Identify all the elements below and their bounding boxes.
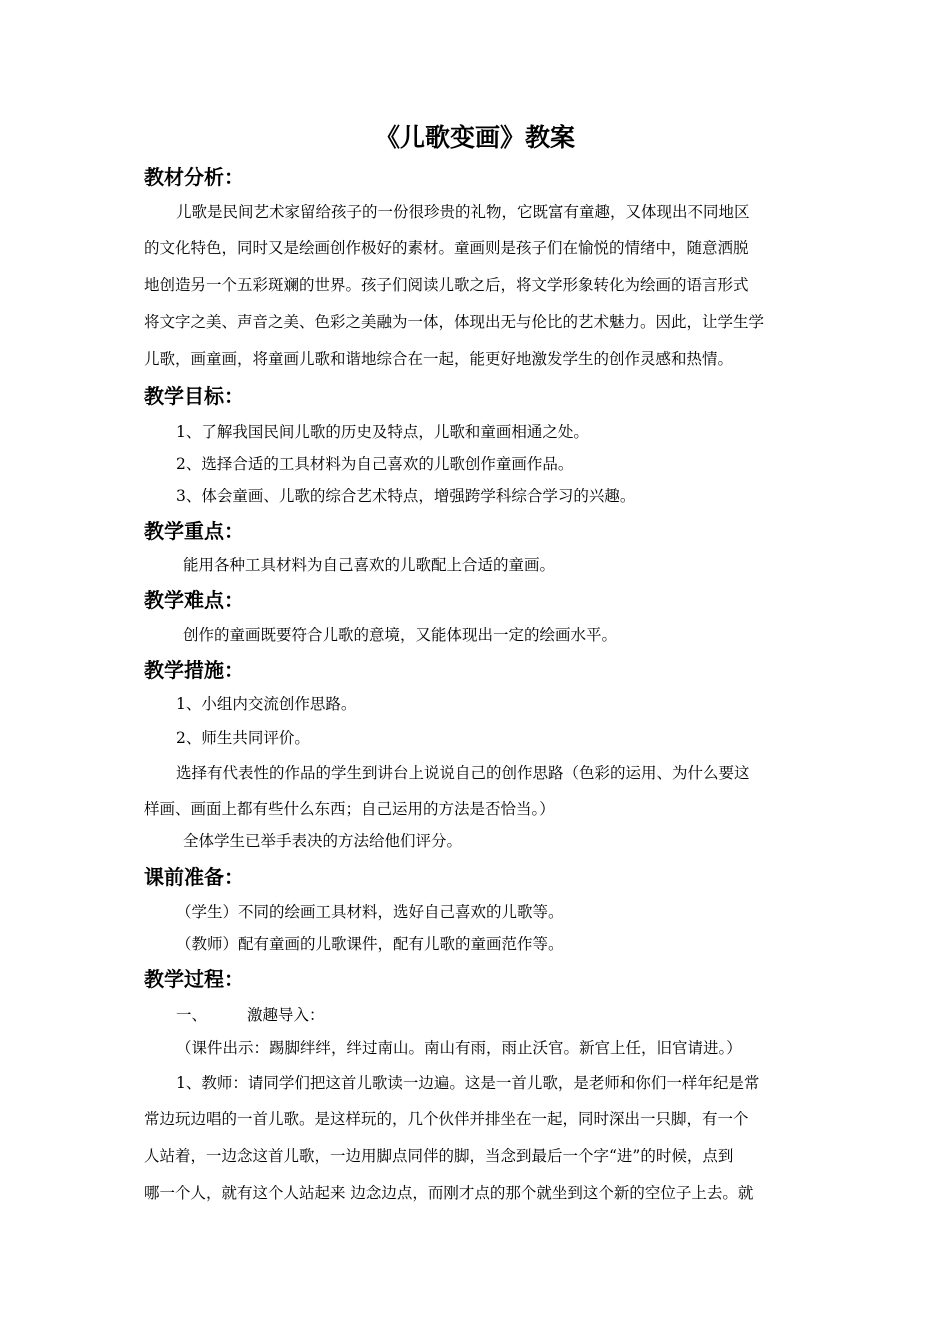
section-heading-material-analysis: 教材分析：	[144, 165, 244, 189]
paragraph-line: 选择有代表性的作品的学生到讲台上说说自己的创作思路（色彩的运用、为什么要这	[176, 764, 750, 782]
paragraph-line: （课件出示：踢脚绊绊，绊过南山。南山有雨，雨止沃官。新官上任，旧官请进。）	[176, 1039, 742, 1057]
step-number: 一、	[176, 1006, 208, 1024]
list-item: 1、了解我国民间儿歌的历史及特点，儿歌和童画相通之处。	[176, 423, 589, 441]
section-heading-preparation: 课前准备：	[144, 865, 244, 889]
paragraph-line: 地创造另一个五彩斑斓的世界。孩子们阅读儿歌之后，将文学形象转化为绘画的语言形式	[144, 276, 749, 294]
section-heading-measures: 教学措施：	[144, 658, 244, 682]
paragraph-line: 儿歌是民间艺术家留给孩子的一份很珍贵的礼物，它既富有童趣，又体现出不同地区	[176, 203, 750, 221]
paragraph-line: 哪一个人，就有这个人站起来 边念边点，而刚才点的那个就坐到这个新的空位子上去。就	[144, 1184, 754, 1202]
section-heading-difficulties: 教学难点：	[144, 588, 244, 612]
list-item: （学生）不同的绘画工具材料，选好自己喜欢的儿歌等。	[176, 903, 564, 921]
list-item: 1、小组内交流创作思路。	[176, 695, 357, 713]
step-heading	[176, 1004, 325, 1026]
paragraph-line: 的文化特色，同时又是绘画创作极好的素材。童画则是孩子们在愉悦的情绪中，随意洒脱	[144, 239, 749, 257]
paragraph-line: 创作的童画既要符合儿歌的意境，又能体现出一定的绘画水平。	[183, 626, 618, 644]
document-title: 《儿歌变画》教案	[374, 123, 575, 152]
section-heading-key-points: 教学重点：	[144, 519, 244, 543]
paragraph-line: 样画、画面上都有些什么东西；自己运用的方法是否恰当。）	[144, 800, 555, 818]
paragraph-line: 常边玩边唱的一首儿歌。是这样玩的，几个伙伴并排坐在一起，同时深出一只脚，有一个	[144, 1110, 749, 1128]
section-heading-teaching-process: 教学过程：	[144, 967, 244, 991]
paragraph-line: 人站着，一边念这首儿歌，一边用脚点同伴的脚，当念到最后一个字“进”的时候，点到	[144, 1147, 734, 1165]
step-label: 激趣导入：	[247, 1006, 325, 1024]
list-item: 2、选择合适的工具材料为自己喜欢的儿歌创作童画作品。	[176, 455, 574, 473]
paragraph-line: 将文字之美、声音之美、色彩之美融为一体，体现出无与伦比的艺术魅力。因此，让学生学	[144, 313, 765, 331]
section-heading-teaching-goals: 教学目标：	[144, 384, 244, 408]
list-item: 2、师生共同评价。	[176, 729, 310, 747]
paragraph-line: 1、教师：请同学们把这首儿歌读一边遍。这是一首儿歌，是老师和你们一样年纪是常	[176, 1074, 760, 1092]
paragraph-line: 儿歌，画童画，将童画儿歌和谐地综合在一起，能更好地激发学生的创作灵感和热情。	[144, 350, 734, 368]
paragraph-line: 全体学生已举手表决的方法给他们评分。	[183, 832, 463, 850]
list-item: 3、体会童画、儿歌的综合艺术特点，增强跨学科综合学习的兴趣。	[176, 487, 636, 505]
paragraph-line: 能用各种工具材料为自己喜欢的儿歌配上合适的童画。	[183, 556, 556, 574]
list-item: （教师）配有童画的儿歌课件，配有儿歌的童画范作等。	[176, 935, 564, 953]
